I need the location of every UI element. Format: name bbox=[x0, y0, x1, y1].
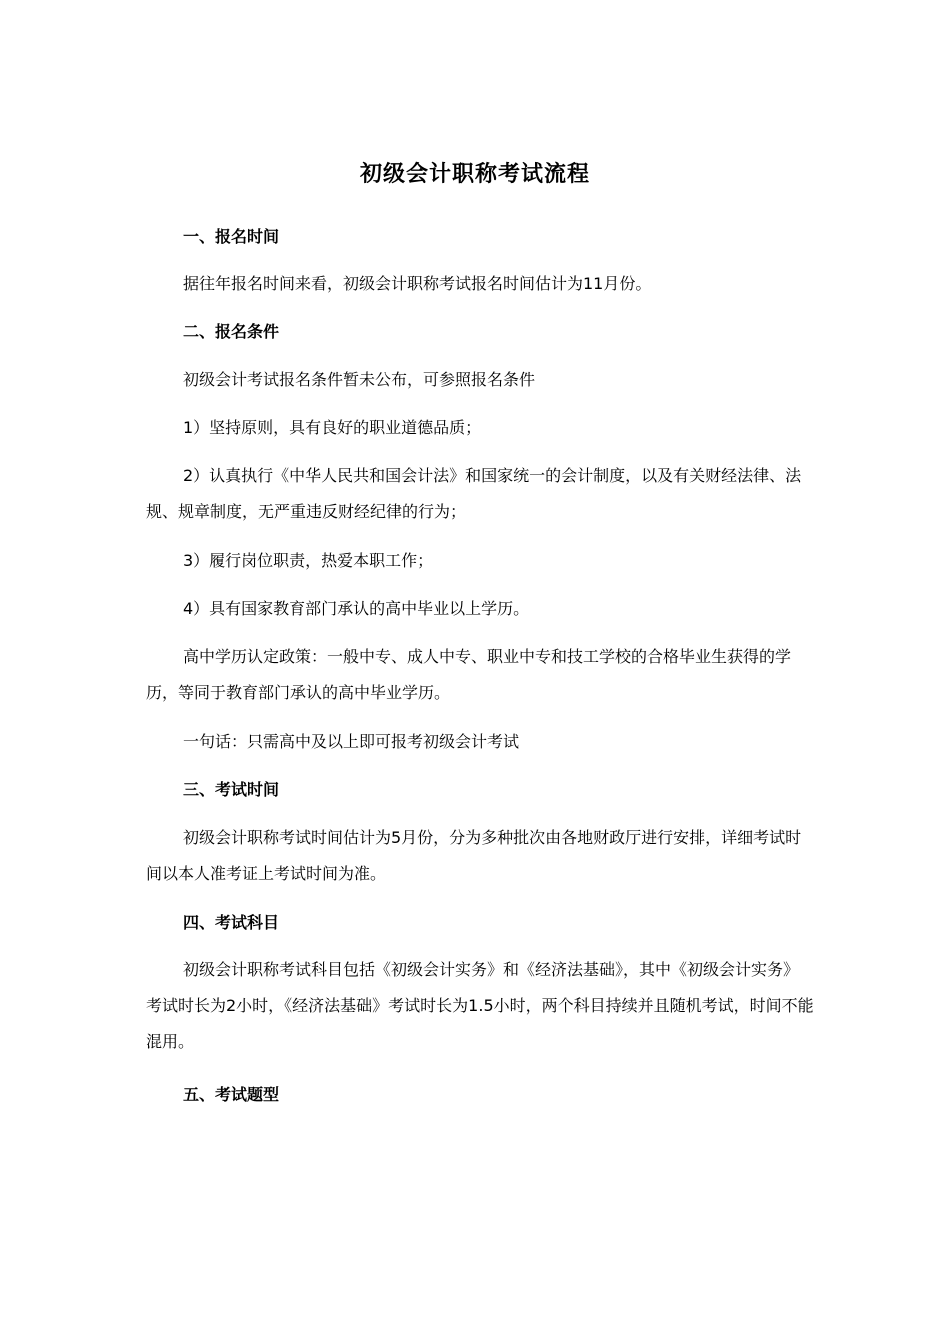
paragraph-conditions-intro: 初级会计考试报名条件暂未公布，可参照报名条件 bbox=[183, 370, 536, 389]
section-heading-registration-time: 一、报名时间 bbox=[183, 227, 280, 246]
paragraph-summary: 一句话：只需高中及以上即可报考初级会计考试 bbox=[183, 732, 520, 751]
section-heading-exam-subjects: 四、考试科目 bbox=[183, 913, 280, 932]
paragraph-education-policy: 高中学历认定政策：一般中专、成人中专、职业中专和技工学校的合格毕业生获得的学历，等同于教育部门承认的高中毕业学历。 bbox=[146, 647, 792, 702]
paragraph-registration-time: 据往年报名时间来看，初级会计职称考试报名时间估计为11月份。 bbox=[183, 274, 652, 293]
section-heading-exam-time: 三、考试时间 bbox=[183, 780, 280, 799]
paragraph-exam-time: 初级会计职称考试时间估计为5月份，分为多种批次由各地财政厅进行安排，详细考试时间以本人准考证上考试时间为准。 bbox=[146, 828, 802, 883]
document-title: 初级会计职称考试流程 bbox=[359, 162, 590, 187]
section-heading-registration-conditions: 二、报名条件 bbox=[183, 322, 280, 341]
paragraph-condition-2: 2）认真执行《中华人民共和国会计法》和国家统一的会计制度，以及有关财经法律、法规、规章制度，无严重违反财经纪律的行为； bbox=[146, 466, 802, 521]
section-heading-exam-question-types: 五、考试题型 bbox=[183, 1085, 280, 1104]
paragraph-condition-1: 1）坚持原则，具有良好的职业道德品质； bbox=[183, 418, 482, 437]
paragraph-condition-4: 4）具有国家教育部门承认的高中毕业以上学历。 bbox=[183, 599, 530, 618]
paragraph-condition-3: 3）履行岗位职责，热爱本职工作； bbox=[183, 551, 434, 570]
paragraph-exam-subjects: 初级会计职称考试科目包括《初级会计实务》和《经济法基础》，其中《初级会计实务》考试时长为2小时，《经济法基础》考试时长为1.5小时，两个科目持续并且随机考试，时间不能混用。 bbox=[146, 960, 814, 1051]
